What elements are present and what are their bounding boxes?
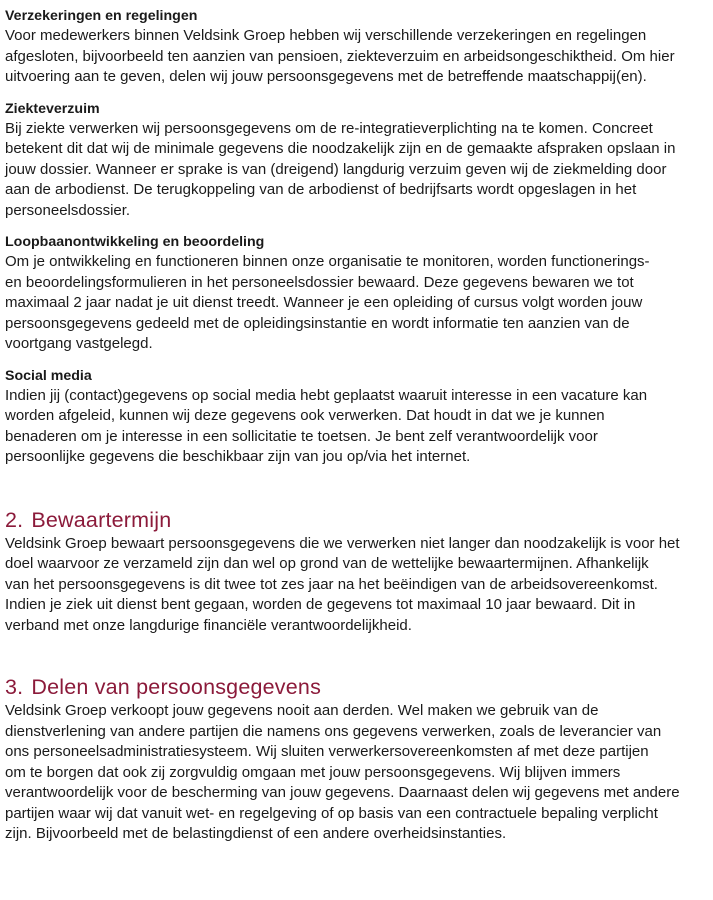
text-line: om te borgen dat ook zij zorgvuldig omgaan met jouw persoonsgegevens. Wij blijven immers (5, 763, 621, 781)
text-line: Veldsink Groep verkoopt jouw gegevens nooit aan derden. Wel maken we gebruik van de (5, 702, 599, 719)
paragraph (5, 534, 707, 637)
text-line: ons personeelsadministratiesysteem. Wij sluiten verwerkersovereenkomsten af met deze partijen (5, 743, 649, 760)
text-line: verantwoordelijk voor de bescherming van jouw gegevens. Daarnaast delen wij gegevens met andere (5, 784, 680, 801)
section-title (5, 673, 707, 701)
block-social-media (5, 366, 707, 468)
text-line: Veldsink Groep bewaart persoonsgegevens die we verwerken niet langer dan noodzakelijk is voor het (5, 534, 680, 552)
document-page (5, 6, 707, 845)
section-bewaartermijn (5, 506, 707, 637)
section-title-text: Bewaartermijn (31, 507, 172, 532)
text-line: aan de arbodienst. De terugkoppeling van de arbodienst of bedrijfsarts wordt opgeslagen in het (5, 181, 637, 198)
text-line: persoonlijke gegevens die beschikbaar zijn van jou op/via het internet. (5, 448, 471, 465)
text-line: benaderen om je interesse in een sollicitatie te toetsen. Je bent zelf verantwoordelijk voor (5, 427, 598, 445)
paragraph (5, 119, 707, 222)
section-number: 2. (5, 507, 24, 532)
paragraph (5, 252, 707, 355)
block-loopbaan (5, 232, 707, 355)
block-verzekeringen (5, 6, 707, 88)
text-line: worden afgeleid, kunnen wij deze gegevens ook verwerken. Dat houdt in dat we je kunnen (5, 407, 605, 424)
text-line: Bij ziekte verwerken wij persoonsgegevens om de re-integratieverplichting na te komen. Concreet (5, 119, 653, 137)
text-line: Indien jij (contact)gegevens op social media hebt geplaatst waaruit interesse in een vacature kan (5, 386, 648, 404)
text-line: voortgang vastgelegd. (5, 335, 153, 352)
subheading: Loopbaanontwikkeling en beoordeling (5, 234, 265, 250)
text-line: zijn. Bijvoorbeeld met de belastingdienst of een andere overheidsinstanties. (5, 825, 507, 842)
text-line: partijen waar wij dat vanuit wet- en regelgeving of op basis van een contractuele bepaling verplicht (5, 804, 658, 822)
text-line: persoonsgegevens gedeeld met de opleidingsinstantie en wordt informatie ten aanzien van de (5, 314, 630, 332)
text-line: verband met onze langdurige financiële verantwoordelijkheid. (5, 616, 412, 634)
text-line: doel waarvoor ze verzameld zijn dan wel op grond van de wettelijke bewaartermijnen. Afhankelijk (5, 555, 649, 572)
section-number: 3. (5, 675, 24, 699)
paragraph (5, 701, 707, 845)
paragraph (5, 26, 707, 88)
block-ziekteverzuim (5, 99, 707, 222)
text-line: Voor medewerkers binnen Veldsink Groep hebben wij verschillende verzekeringen en regelingen (5, 27, 647, 44)
text-line: betekent dit dat wij de minimale gegevens die noodzakelijk zijn en de gemaakte afspraken opslaan in (5, 140, 676, 157)
text-line: personeelsdossier. (5, 201, 131, 219)
text-line: Indien je ziek uit dienst bent gegaan, worden de gegevens tot maximaal 10 jaar bewaard. Dit in (5, 596, 636, 613)
text-line: afgesloten, bijvoorbeeld ten aanzien van pensioen, ziekteverzuim en arbeidsongeschiktheid. Om hier (5, 47, 675, 65)
text-line: jouw dossier. Wanneer er sprake is van (dreigend) langdurig verzuim geven wij de ziekmelding door (5, 160, 667, 178)
text-line: Om je ontwikkeling en functioneren binnen onze organisatie te monitoren, worden functionerings- (5, 253, 650, 270)
section-delen (5, 673, 707, 845)
text-line: dienstverlening van andere partijen die namens ons gegevens verwerken, zoals de leverancier van (5, 722, 662, 740)
paragraph (5, 386, 707, 468)
section-title (5, 506, 707, 534)
text-line: en beoordelingsformulieren in het personeelsdossier bewaard. Deze gegevens bewaren we tot (5, 273, 634, 291)
subheading: Verzekeringen en regelingen (5, 8, 198, 24)
text-line: maximaal 2 jaar nadat je uit dienst treedt. Wanneer je een opleiding of cursus volgt worden jouw (5, 294, 643, 311)
subheading: Social media (5, 367, 92, 384)
text-line: van het persoonsgegevens is dit twee tot zes jaar na het beëindigen van de arbeidsovereenkomst. (5, 575, 658, 593)
section-title-text: Delen van persoonsgegevens (31, 675, 322, 699)
subheading: Ziekteverzuim (5, 100, 100, 117)
text-line: uitvoering aan te geven, delen wij jouw persoonsgegevens met de betreffende maatschappij(en). (5, 68, 647, 85)
